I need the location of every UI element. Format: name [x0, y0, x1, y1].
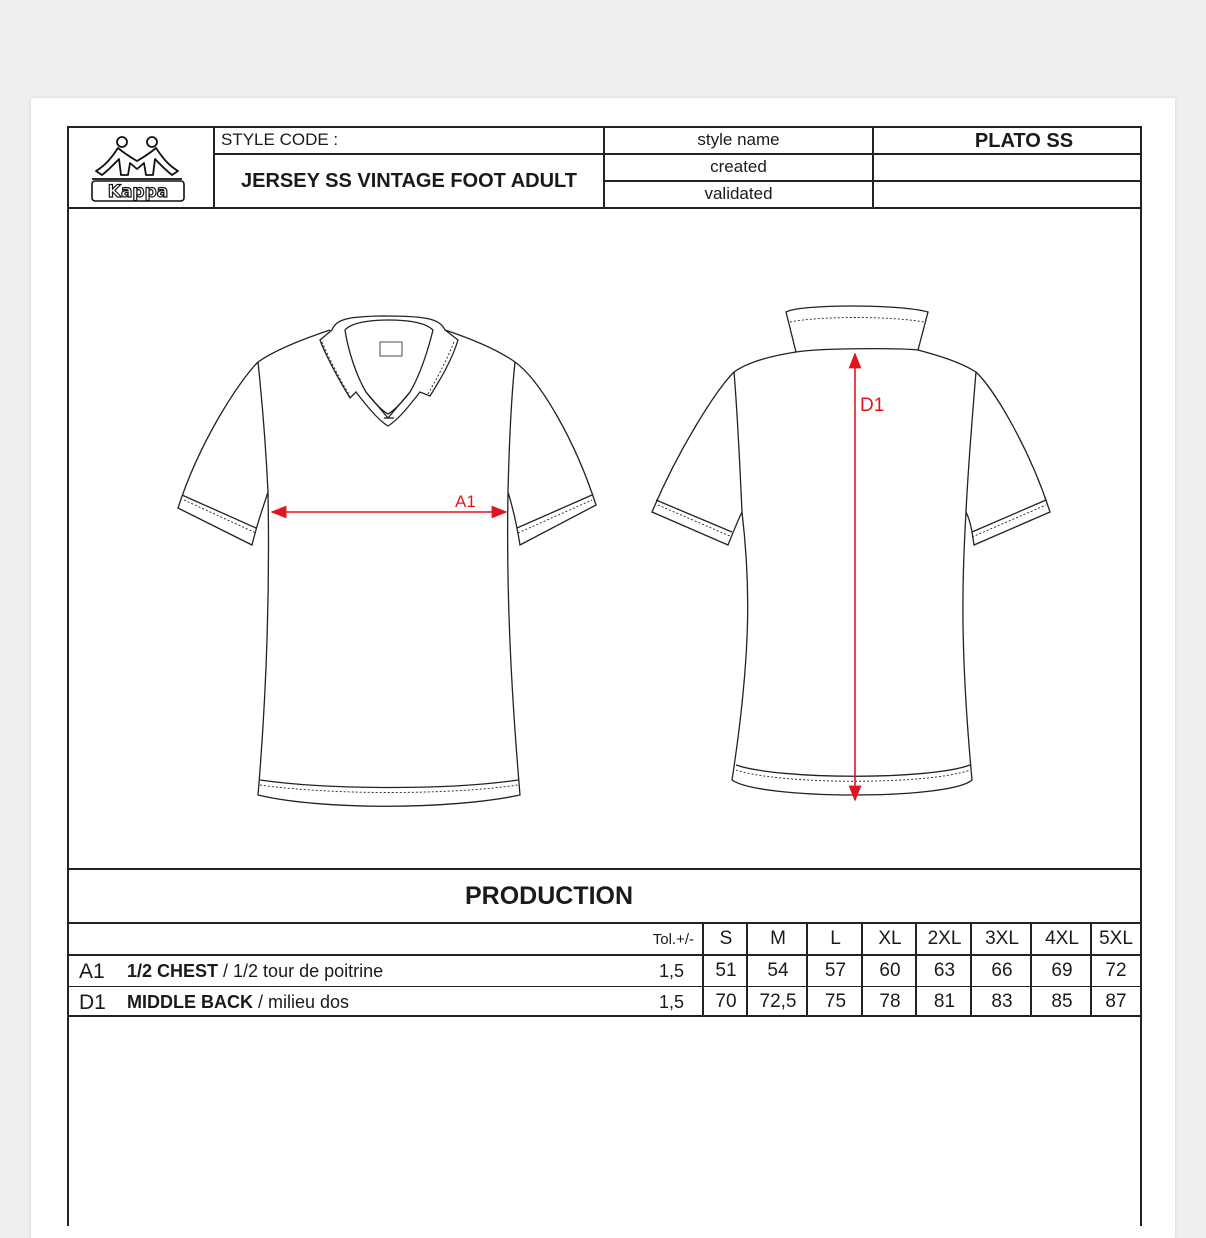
kappa-logo: [88, 131, 188, 203]
validated-value: [874, 181, 1140, 207]
measurement-code: A1: [79, 960, 105, 983]
size-header: 3XL: [985, 928, 1019, 949]
front-shirt-drawing: [178, 316, 596, 806]
measurement-value: 81: [933, 991, 956, 1012]
measurement-row-a1: [69, 956, 1140, 986]
tolerance-header: Tol.+/-: [652, 931, 694, 948]
measurement-name: MIDDLE BACK / milieu dos: [127, 992, 350, 1012]
d1-measure-label: D1: [860, 395, 885, 416]
size-header-row: [69, 924, 1140, 954]
size-header: 4XL: [1045, 928, 1079, 949]
size-header: XL: [878, 928, 902, 949]
size-header: S: [719, 928, 733, 949]
measurement-value: 75: [824, 991, 847, 1012]
measurement-value: 83: [991, 991, 1013, 1012]
a1-measure-label: A1: [455, 492, 476, 511]
style-code-label: STYLE CODE :: [221, 130, 339, 149]
style-name-label: style name: [697, 130, 780, 149]
measurement-code: D1: [79, 991, 106, 1014]
created-label: created: [710, 157, 767, 176]
measurement-tolerance: 1,5: [658, 961, 684, 981]
product-title: JERSEY SS VINTAGE FOOT ADULT: [241, 169, 577, 192]
measurement-value: 72,5: [759, 991, 797, 1012]
measurement-tolerance: 1,5: [658, 992, 684, 1012]
measurement-value: 87: [1105, 991, 1127, 1012]
measurement-value: 63: [933, 960, 956, 981]
validated-label: validated: [704, 184, 773, 203]
technical-drawing: [69, 210, 1140, 868]
size-header: L: [830, 928, 841, 949]
created-value: [874, 154, 1140, 180]
back-shirt-drawing: [652, 306, 1050, 795]
measurement-value: 72: [1105, 960, 1127, 981]
measurement-value: 70: [715, 991, 737, 1012]
measurement-value: 57: [824, 960, 847, 981]
size-header: 2XL: [927, 928, 962, 949]
style-name-value: PLATO SS: [974, 129, 1074, 152]
measurement-value: 54: [767, 960, 789, 981]
size-header: M: [770, 928, 786, 949]
kappa-logo-text: Kappa: [107, 182, 169, 202]
measurement-value: 66: [991, 960, 1013, 981]
measurement-name: 1/2 CHEST / 1/2 tour de poitrine: [127, 961, 384, 981]
size-header: 5XL: [1099, 928, 1133, 949]
measurement-value: 69: [1051, 960, 1073, 981]
measurement-row-d1: [69, 987, 1140, 1017]
measurement-value: 78: [879, 991, 901, 1012]
measurement-value: 60: [879, 960, 901, 981]
measurement-value: 51: [715, 960, 737, 981]
production-title: PRODUCTION: [464, 881, 634, 910]
measurement-value: 85: [1051, 991, 1073, 1012]
